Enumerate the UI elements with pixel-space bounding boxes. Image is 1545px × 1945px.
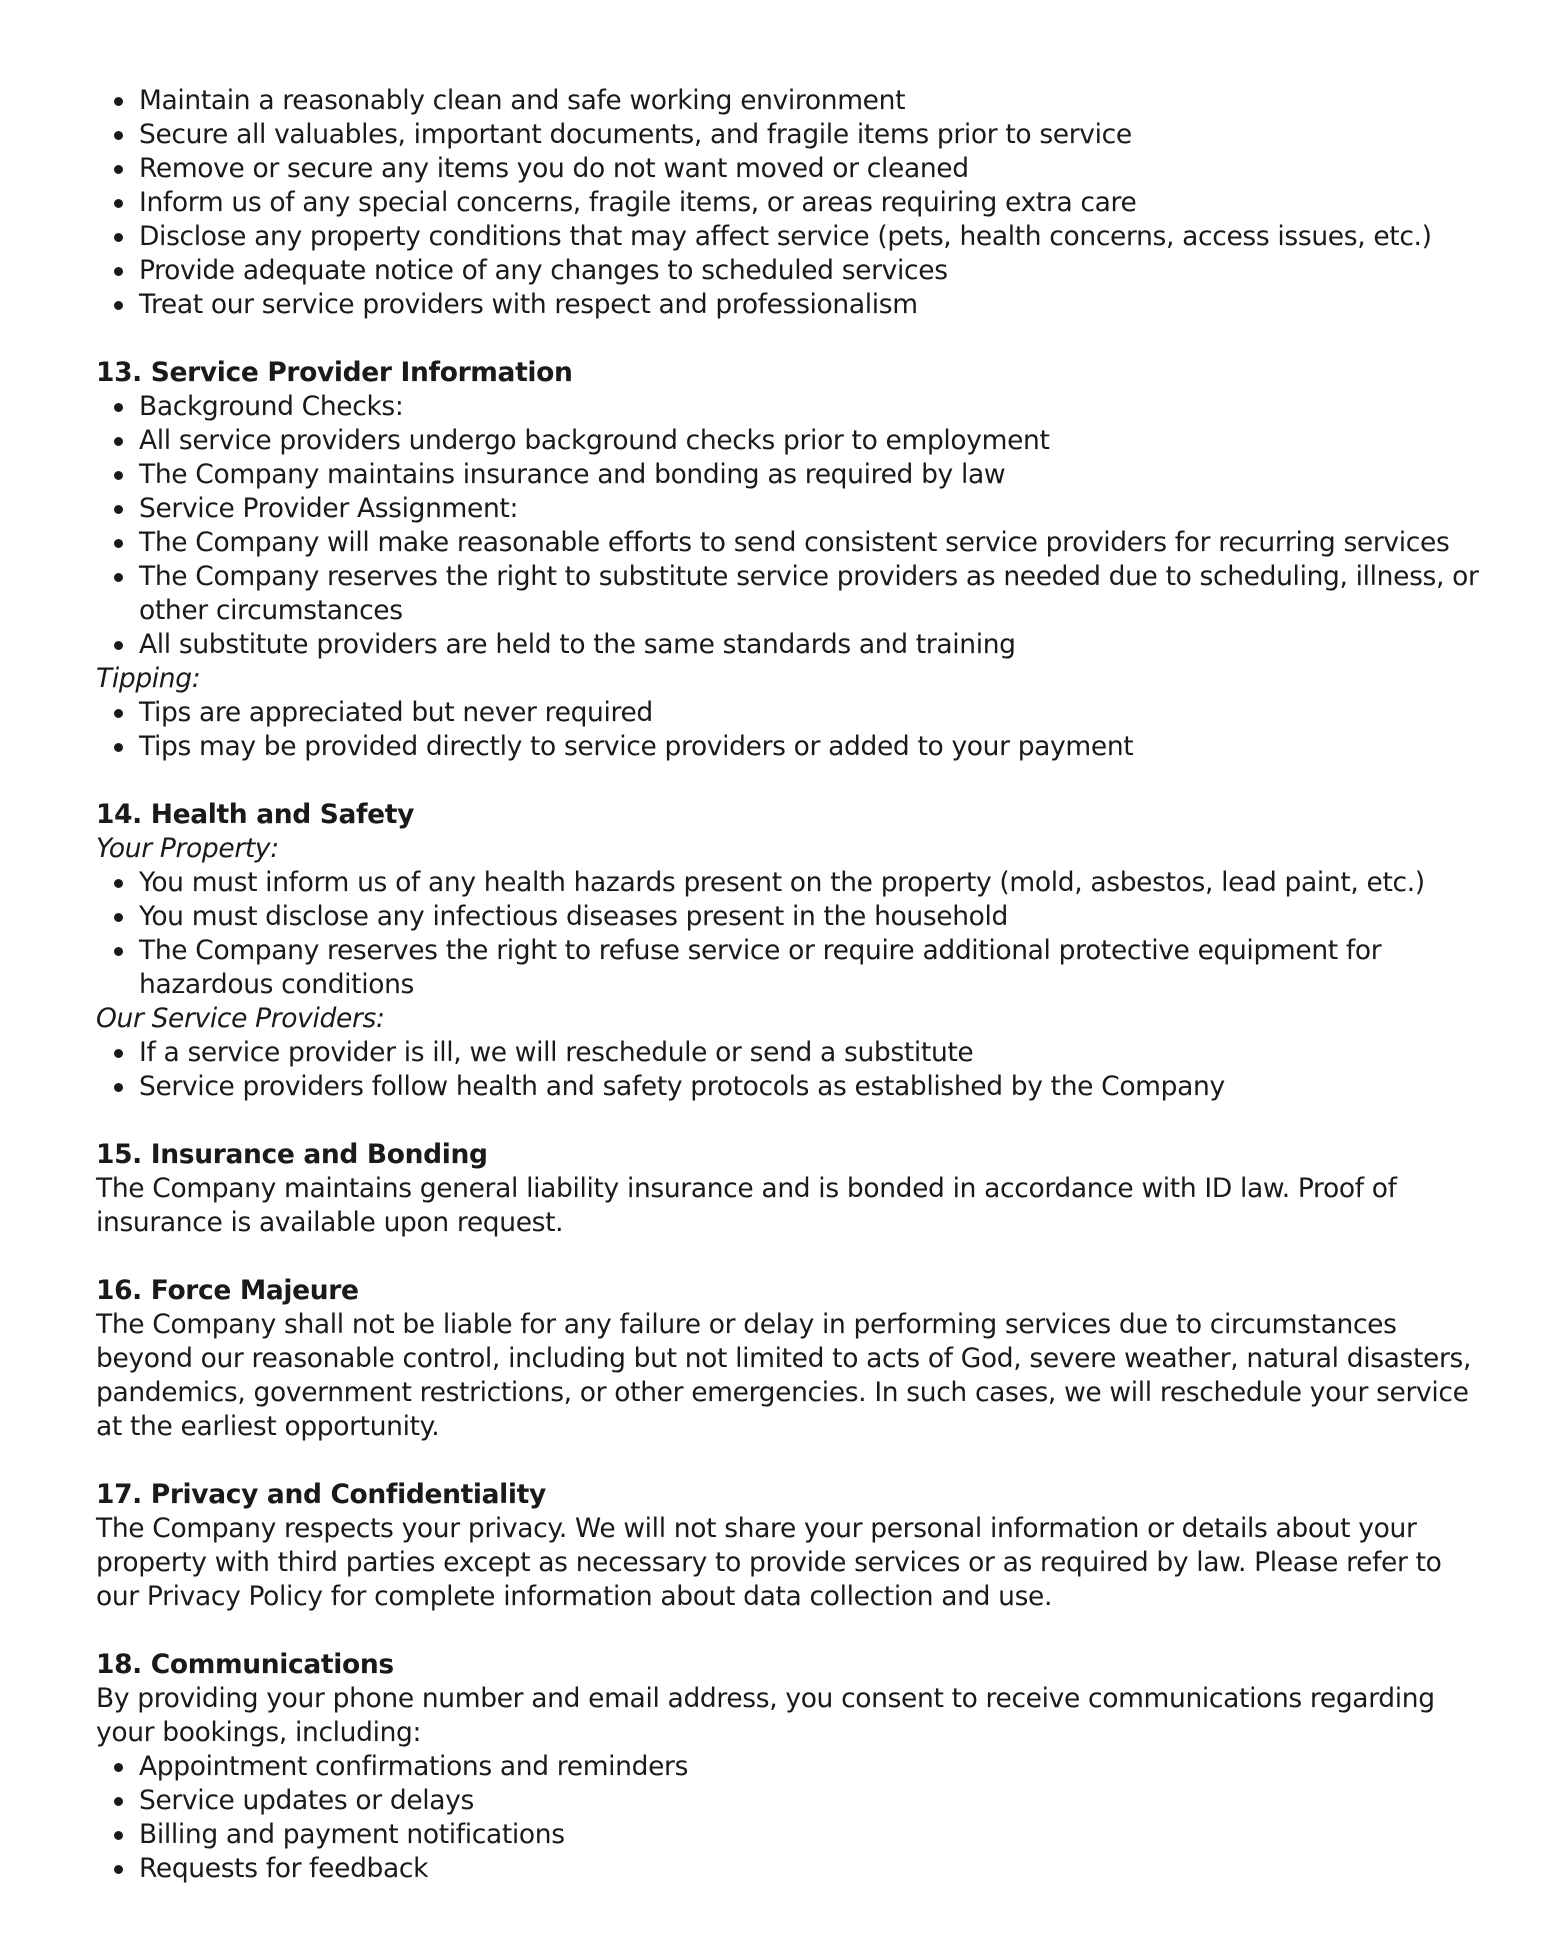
list-item: Service updates or delays (139, 1784, 1485, 1818)
property-list (96, 866, 1485, 1002)
list-item: Provide adequate notice of any changes to scheduled services (139, 254, 1485, 288)
section-13 (96, 356, 1485, 764)
section-15 (96, 1138, 1485, 1240)
list-item: All substitute providers are held to the same standards and training (139, 628, 1485, 662)
list-item: Billing and payment notifications (139, 1818, 1485, 1852)
list-item: You must disclose any infectious diseases present in the household (139, 900, 1485, 934)
list-item: Service Provider Assignment: (139, 492, 1485, 526)
section-17 (96, 1478, 1485, 1614)
section-14 (96, 798, 1485, 1104)
our-service-providers-label: Our Service Providers: (96, 1003, 385, 1034)
section-heading: 15. Insurance and Bonding (96, 1139, 488, 1170)
section-16 (96, 1274, 1485, 1444)
list-item: Background Checks: (139, 390, 1485, 424)
section-body: The Company respects your privacy. We will not share your personal information or details about your property with third parties except as necessary to provide services or as required by law. Please refer to our Privacy Policy for complete information about data collection and use. (96, 1513, 1442, 1612)
list-item: The Company will make reasonable efforts to send consistent service providers for recurring services (139, 526, 1485, 560)
your-property-label: Your Property: (96, 833, 279, 864)
list-item: Tips may be provided directly to service providers or added to your payment (139, 730, 1485, 764)
intro-list (96, 84, 1485, 322)
list-item: The Company maintains insurance and bonding as required by law (139, 458, 1485, 492)
section-body: The Company maintains general liability insurance and is bonded in accordance with ID law. Proof of insurance is available upon request. (96, 1173, 1397, 1238)
list-item: The Company reserves the right to substitute service providers as needed due to scheduling, illness, or other circumstances (139, 560, 1485, 628)
list-item: Secure all valuables, important documents, and fragile items prior to service (139, 118, 1485, 152)
list-item: Inform us of any special concerns, fragile items, or areas requiring extra care (139, 186, 1485, 220)
list-item: Treat our service providers with respect and professionalism (139, 288, 1485, 322)
list-item: You must inform us of any health hazards present on the property (mold, asbestos, lead paint, etc.) (139, 866, 1485, 900)
list-item: Remove or secure any items you do not want moved or cleaned (139, 152, 1485, 186)
section-body: The Company shall not be liable for any failure or delay in performing services due to circumstances beyond our reasonable control, including but not limited to acts of God, severe weather, natural disasters, pandemics, government restrictions, or other emergencies. In such cases, we will reschedule your service at the earliest opportunity. (96, 1309, 1472, 1442)
section-heading: 18. Communications (96, 1649, 394, 1680)
list-item: Requests for feedback (139, 1852, 1485, 1886)
list-item: Appointment confirmations and reminders (139, 1750, 1485, 1784)
section-heading: 17. Privacy and Confidentiality (96, 1479, 546, 1510)
list-item: Maintain a reasonably clean and safe working environment (139, 84, 1485, 118)
section-18 (96, 1648, 1485, 1886)
tipping-label: Tipping: (96, 663, 201, 694)
tipping-list (96, 696, 1485, 764)
list-item: Tips are appreciated but never required (139, 696, 1485, 730)
list-item: The Company reserves the right to refuse service or require additional protective equipment for hazardous conditions (139, 934, 1485, 1002)
list-item: Disclose any property conditions that may affect service (pets, health concerns, access issues, etc.) (139, 220, 1485, 254)
list-item: Service providers follow health and safety protocols as established by the Company (139, 1070, 1485, 1104)
communications-list (96, 1750, 1485, 1886)
service-provider-list (96, 390, 1485, 662)
section-body: By providing your phone number and email address, you consent to receive communications regarding your bookings, including: (96, 1683, 1435, 1748)
list-item: All service providers undergo background checks prior to employment (139, 424, 1485, 458)
list-item: If a service provider is ill, we will reschedule or send a substitute (139, 1036, 1485, 1070)
section-heading: 16. Force Majeure (96, 1275, 359, 1306)
providers-list (96, 1036, 1485, 1104)
section-heading: 13. Service Provider Information (96, 357, 573, 388)
section-heading: 14. Health and Safety (96, 799, 415, 830)
